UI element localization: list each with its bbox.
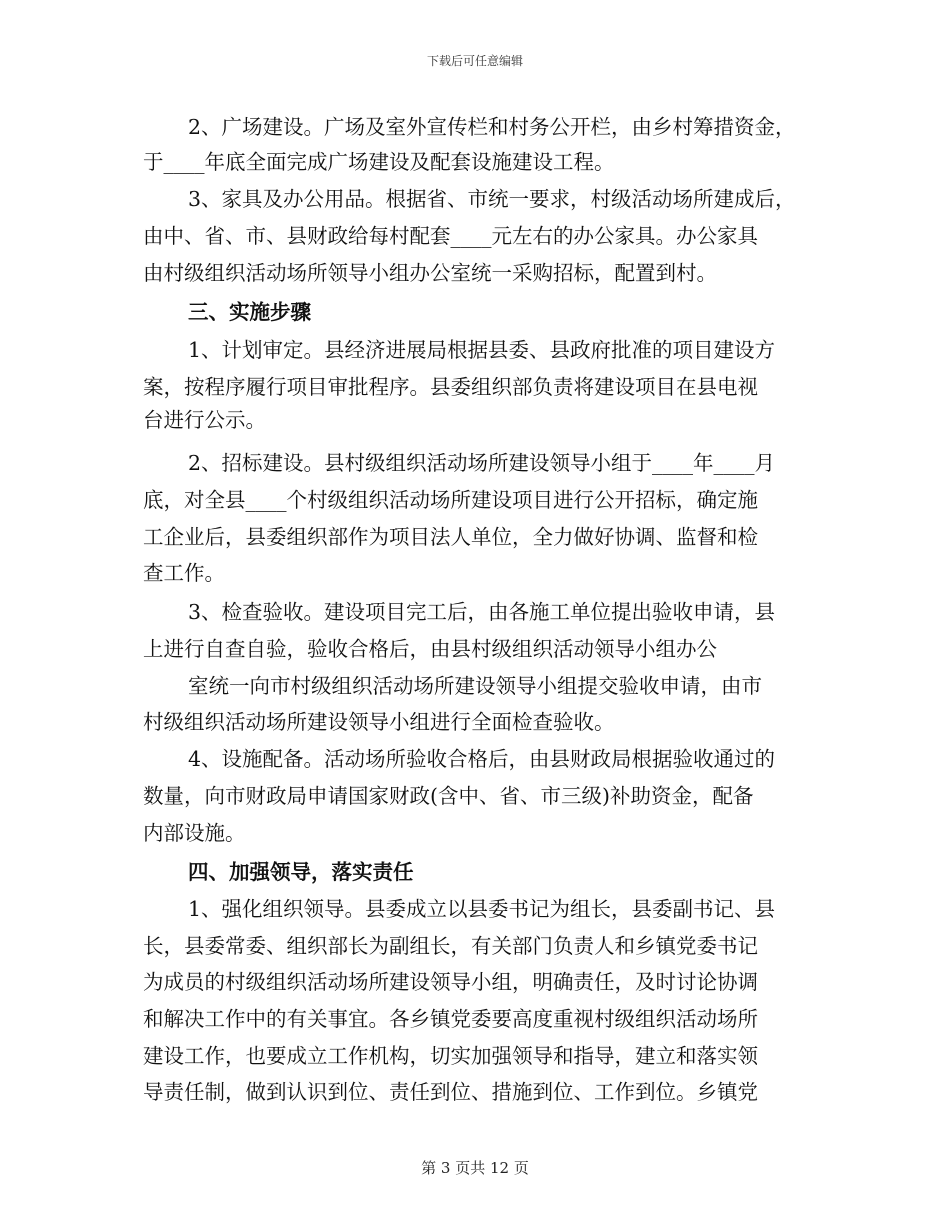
paragraph-line: 室统一向市村级组织活动场所建设领导小组提交验收申请，由市 <box>188 674 762 698</box>
paragraph-line: 导责任制，做到认识到位、责任到位、措施到位、工作到位。乡镇党 <box>143 1080 758 1104</box>
paragraph-line: 于____年底全面完成广场建设及配套设施建设工程。 <box>143 150 615 174</box>
paragraph-line: 2、招标建设。县村级组织活动场所建设领导小组于____年____月 <box>188 451 776 475</box>
paragraph-line: 案，按程序履行项目审批程序。县委组织部负责将建设项目在县电视 <box>143 375 758 399</box>
paragraph-line: 1、强化组织领导。县委成立以县委书记为组长，县委副书记、县 <box>188 897 776 921</box>
paragraph-line: 内部设施。 <box>143 821 246 845</box>
paragraph-line: 3、检查验收。建设项目完工后，由各施工单位提出验收申请，县 <box>188 600 776 624</box>
paragraph-line: 工企业后，县委组织部作为项目法人单位，全力做好协调、监督和检 <box>143 525 758 549</box>
paragraph-line: 3、家具及办公用品。根据省、市统一要求，村级活动场所建成后， <box>188 187 796 211</box>
page-footer: 第 3 页共 12 页 <box>421 1159 529 1177</box>
paragraph-line: 2、广场建设。广场及室外宣传栏和村务公开栏，由乡村筹措资金， <box>188 115 796 139</box>
paragraph-line: 数量，向市财政局申请国家财政(含中、省、市三级)补助资金，配备 <box>143 784 754 808</box>
section-heading: 三、实施步骤 <box>188 300 311 324</box>
paragraph-line: 为成员的村级组织活动场所建设领导小组，明确责任，及时讨论协调 <box>143 970 758 994</box>
paragraph-line: 查工作。 <box>143 561 225 585</box>
paragraph-line: 4、设施配备。活动场所验收合格后，由县财政局根据验收通过的 <box>188 747 776 771</box>
paragraph-line: 村级组织活动场所建设领导小组进行全面检查验收。 <box>143 710 615 734</box>
paragraph-line: 上进行自查自验，验收合格后，由县村级组织活动领导小组办公 <box>143 637 717 661</box>
paragraph-line: 由中、省、市、县财政给每村配套____元左右的办公家具。办公家具 <box>143 224 758 248</box>
paragraph-line: 1、计划审定。县经济进展局根据县委、县政府批准的项目建设方 <box>188 338 776 362</box>
section-heading: 四、加强领导，落实责任 <box>188 860 414 884</box>
paragraph-line: 长，县委常委、组织部长为副组长，有关部门负责人和乡镇党委书记 <box>143 934 758 958</box>
paragraph-line: 由村级组织活动场所领导小组办公室统一采购招标，配置到村。 <box>143 261 717 285</box>
page-header: 下载后可任意编辑 <box>426 54 523 68</box>
paragraph-line: 和解决工作中的有关事宜。各乡镇党委要高度重视村级组织活动场所 <box>143 1007 758 1031</box>
paragraph-line: 底，对全县____个村级组织活动场所建设项目进行公开招标，确定施 <box>143 488 758 512</box>
paragraph-line: 建设工作，也要成立工作机构，切实加强领导和指导，建立和落实领 <box>143 1044 758 1068</box>
paragraph-line: 台进行公示。 <box>143 408 266 432</box>
